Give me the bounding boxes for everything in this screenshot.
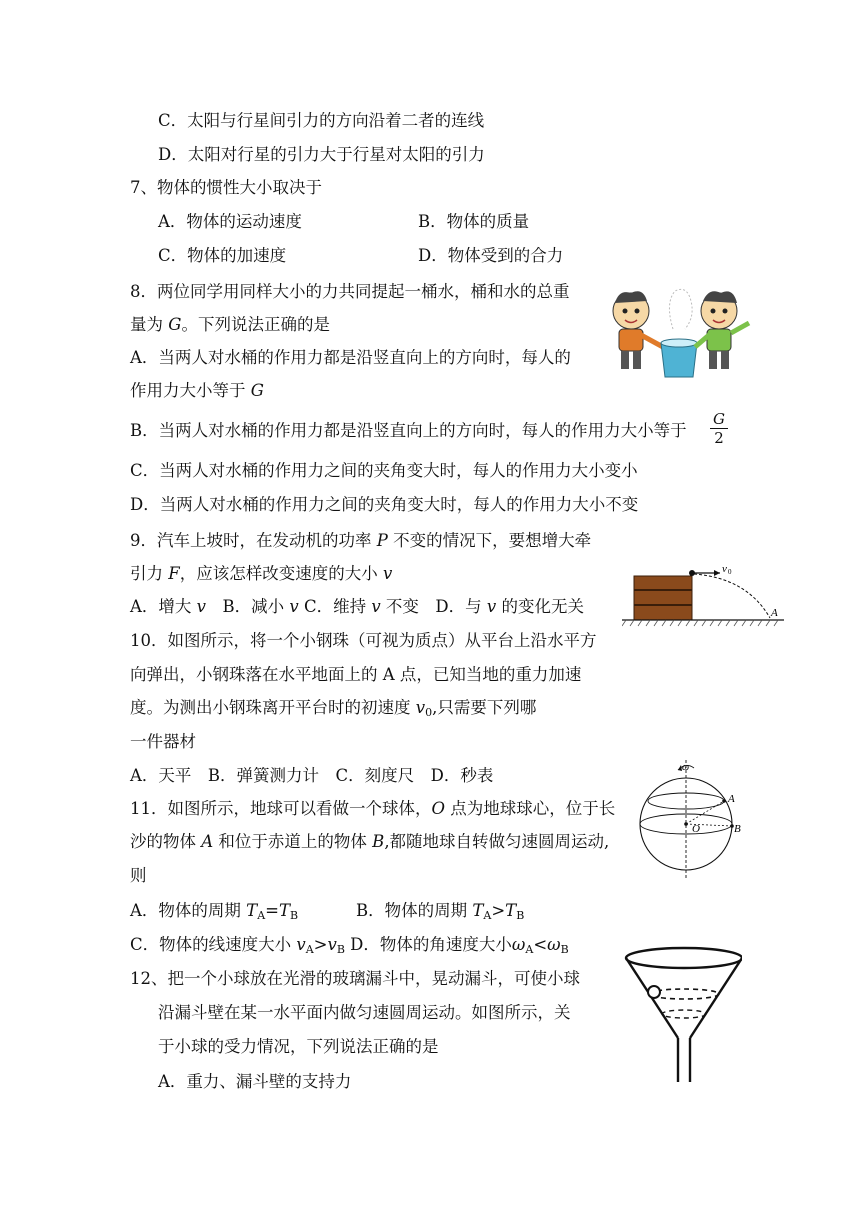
q12-stem-line3: 于小球的受力情况，下列说法正确的是: [158, 1037, 439, 1056]
q11-option-b: B．物体的周期 $T_A>T_B$: [356, 901, 525, 922]
q12-stem-line1: 12、把一个小球放在光滑的玻璃漏斗中，晃动漏斗，可使小球: [130, 969, 580, 988]
q8-option-b: B．当两人对水桶的作用力都是沿竖直向上的方向时，每人的作用力大小等于: [130, 421, 687, 440]
v0-subscript: 0: [728, 568, 732, 576]
q10-stem-line1: 10．如图所示，将一个小钢珠（可视为质点）从平台上沿水平方: [130, 631, 597, 650]
center-o-label: O: [692, 823, 700, 835]
q11-stem-line2: 沙的物体 A 和位于赤道上的物体 B,都随地球自转做匀速圆周运动,: [130, 832, 610, 851]
q8-option-c: C．当两人对水桶的作用力之间的夹角变大时，每人的作用力大小变小: [130, 461, 638, 480]
q11-stem-line1: 11．如图所示，地球可以看做一个球体，O 点为地球球心，位于长: [130, 799, 616, 818]
q11-option-a: A．物体的周期 $T_A=T_B$: [130, 901, 299, 922]
q7-option-c: C．物体的加速度: [158, 246, 287, 265]
q12-option-a: A．重力、漏斗壁的支持力: [158, 1072, 352, 1091]
two-children-lifting-bucket-illustration: [605, 283, 755, 381]
q9-options: A．增大 v B．减小 v C．维持 v 不变 D．与 v 的变化无关: [130, 597, 584, 616]
q10-options: A．天平 B．弹簧测力计 C．刻度尺 D．秒表: [130, 766, 494, 785]
platform-projectile-diagram: [622, 560, 784, 630]
q9-stem-line2: 引力 F，应该怎样改变速度的大小 v: [130, 564, 393, 583]
q8-option-a-line1: A．当两人对水桶的作用力都是沿竖直向上的方向时，每人的: [130, 348, 571, 367]
q8-stem-line1: 8．两位同学用同样大小的力共同提起一桶水，桶和水的总重: [130, 282, 570, 301]
q10-stem-line3: 度。为测出小钢珠离开平台时的初速度 $v_0$,只需要下列哪: [130, 698, 537, 719]
q7-option-b: B．物体的质量: [418, 212, 530, 231]
q6-option-c: C．太阳与行星间引力的方向沿着二者的连线: [158, 111, 485, 130]
q7-option-a: A．物体的运动速度: [158, 212, 302, 231]
q9-stem-line1: 9．汽车上坡时，在发动机的功率 P 不变的情况下，要想增大牵: [130, 531, 592, 550]
point-b-label: B: [734, 823, 741, 835]
omega-label: ω: [682, 762, 690, 773]
q12-stem-line2: 沿漏斗壁在某一水平面内做匀速圆周运动。如图所示，关: [158, 1003, 571, 1022]
earth-sphere-diagram: [634, 756, 754, 884]
q11-options-c-d: C．物体的线速度大小 $v_A>v_B$ D．物体的角速度大小$\omega_A<\omega_B$: [130, 935, 569, 956]
q6-option-d: D．太阳对行星的引力大于行星对太阳的引力: [158, 145, 485, 164]
q10-stem-line4: 一件器材: [130, 732, 196, 751]
point-a-label: A: [771, 607, 778, 619]
q10-stem-line2: 向弹出，小钢珠落在水平地面上的 A 点，已知当地的重力加速: [130, 665, 582, 684]
q8-stem-line2: 量为 G。下列说法正确的是: [130, 315, 330, 334]
q7-option-d: D．物体受到的合力: [418, 246, 564, 265]
point-a-label: A: [728, 793, 735, 805]
q8-option-a-line2: 作用力大小等于 G: [130, 381, 264, 400]
v0-label: v: [722, 563, 727, 575]
q11-stem-line3: 则: [130, 866, 147, 885]
funnel-with-ball-diagram: [622, 944, 742, 1084]
q8-option-d: D．当两人对水桶的作用力之间的夹角变大时，每人的作用力大小不变: [130, 495, 639, 514]
q8-fraction-g-over-2: $\frac{G}{2}$: [710, 410, 728, 447]
q7-stem: 7、物体的惯性大小取决于: [130, 178, 322, 197]
